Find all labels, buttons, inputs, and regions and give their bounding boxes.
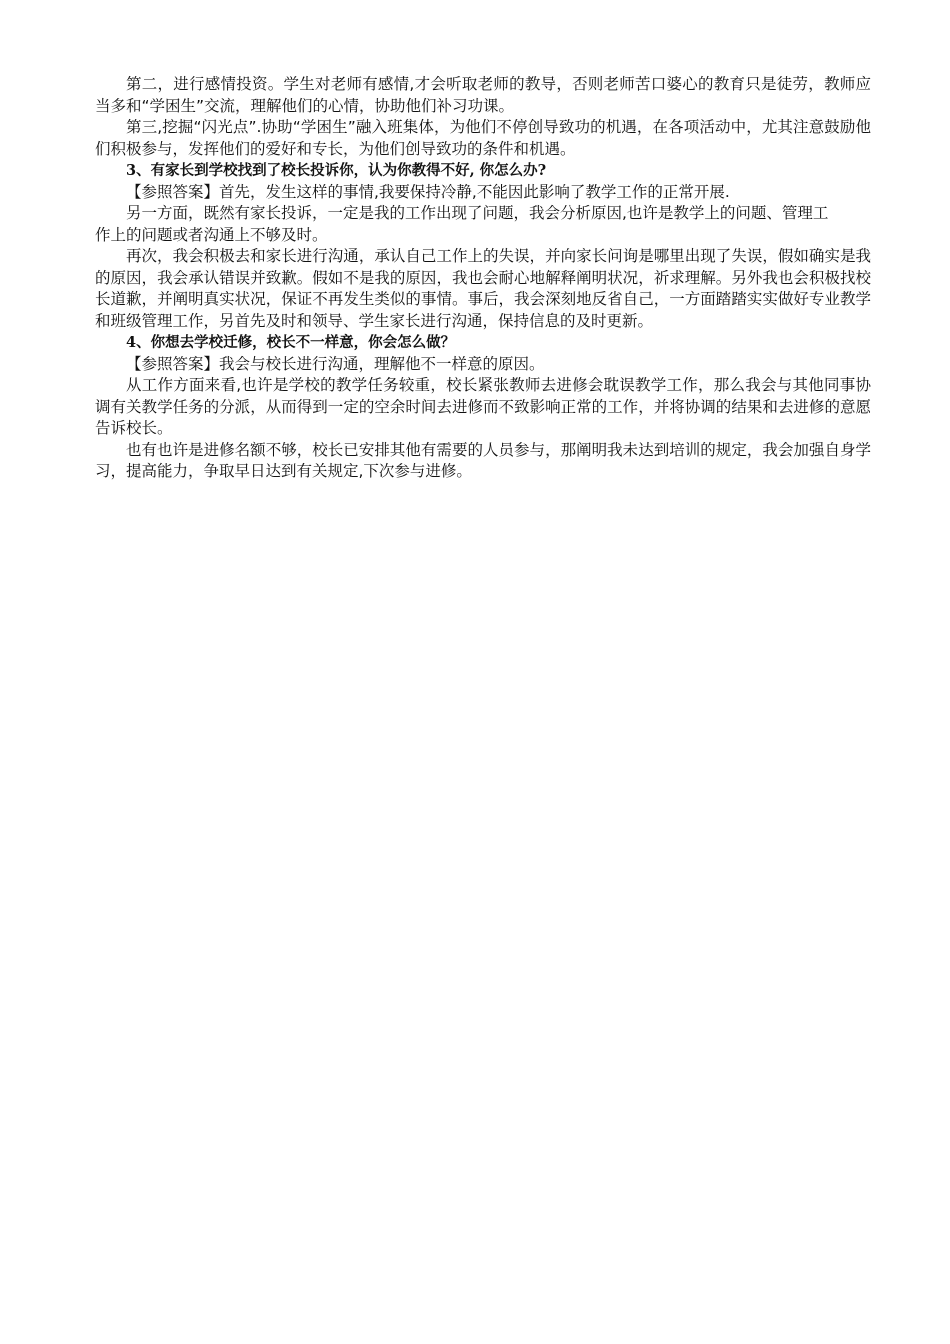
- answer-3-second-continued: 作上的问题或者沟通上不够及时。: [95, 225, 328, 244]
- answer-3-second: 另一方面，既然有家长投诉，一定是我的工作出现了问题，我会分析原因,也许是教学上的问题、管理工: [126, 204, 829, 222]
- paragraph-highlight-strengths: 第三,挖掘“闪光点”.协助“学困生”融入班集体，为他们不停创导致功的机遇，在各项活动中，尤其注意鼓励他们积极参与，发挥他们的爱好和专长，为他们创导致功的条件和机遇。: [95, 118, 871, 158]
- question-4-heading: 4、你想去学校迁修，校长不一样意，你会怎么做？: [126, 334, 456, 351]
- question-3-heading: 3、有家长到学校找到了校长投诉你，认为你教得不好, 你怎么办?: [126, 162, 547, 179]
- document-body: [95, 74, 871, 483]
- answer-4-second: 从工作方面来看,也许是学校的教学任务较重，校长紧张教师去进修会耽误教学工作，那么我会与其他同事协调有关教学任务的分派，从而得到一定的空余时间去进修而不致影响正常的工作，并将协调的结果和去进修的意愿告诉校长。: [95, 376, 871, 437]
- answer-3-first: 【参照答案】首先，发生这样的事情,我要保持冷静,不能因此影响了教学工作的正常开展.: [126, 182, 730, 201]
- answer-4-first: 【参照答案】我会与校长进行沟通，理解他不一样意的原因。: [126, 354, 545, 373]
- paragraph-emotional-investment: 第二，进行感情投资。学生对老师有感情,才会听取老师的教导，否则老师苦口婆心的教育只是徒劳，教师应当多和“学困生”交流，理解他们的心情，协助他们补习功课。: [95, 75, 871, 115]
- answer-3-third: 再次，我会积极去和家长进行沟通，承认自己工作上的失误，并向家长问询是哪里出现了失误，假如确实是我的原因，我会承认错误并致歉。假如不是我的原因，我也会耐心地解释阐明状况，祈求理解。另外我也会积极找校长道歉，并阐明真实状况，保证不再发生类似的事情。事后，我会深刻地反省自己，一方面踏踏实实做好专业教学和班级管理工作，另首先及时和领导、学生家长进行沟通，保持信息的及时更新。: [95, 247, 871, 330]
- answer-4-third: 也有也许是进修名额不够，校长已安排其他有需要的人员参与，那阐明我未达到培训的规定，我会加强自身学习，提高能力，争取早日达到有关规定,下次参与进修。: [95, 440, 871, 480]
